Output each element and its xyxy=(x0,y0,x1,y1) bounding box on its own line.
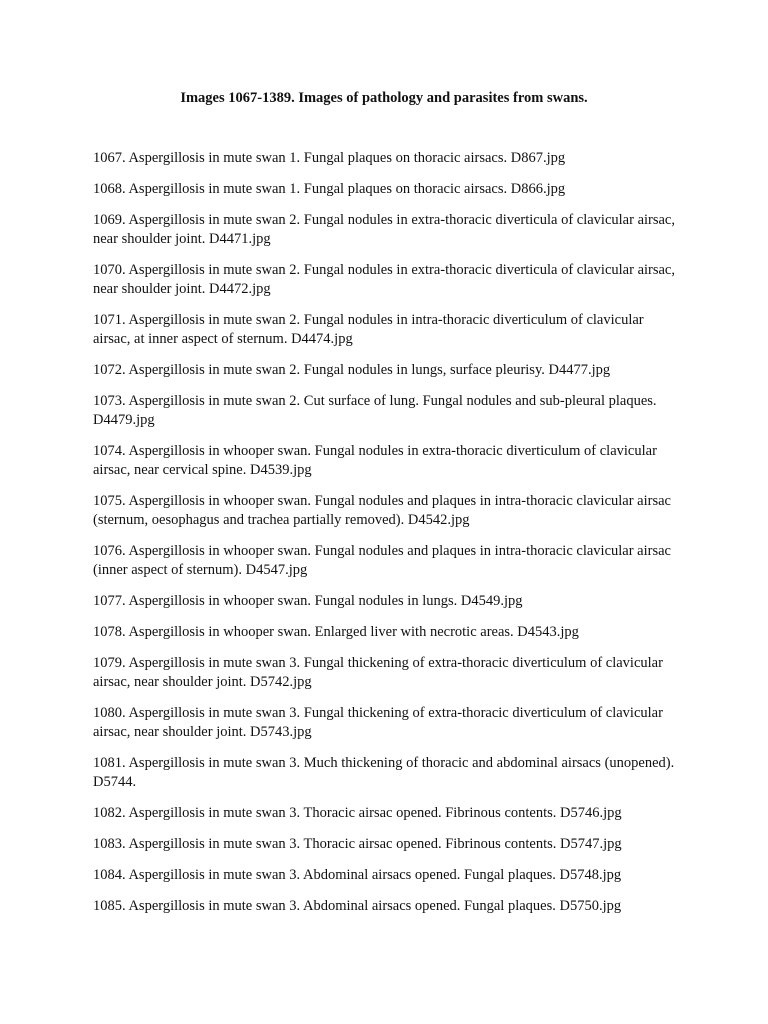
image-entry: 1072. Aspergillosis in mute swan 2. Fungal nodules in lungs, surface pleurisy. D4477.jpg xyxy=(93,362,611,378)
image-entry: 1078. Aspergillosis in whooper swan. Enlarged liver with necrotic areas. D4543.jpg xyxy=(93,624,579,640)
image-entry: 1079. Aspergillosis in mute swan 3. Fungal thickening of extra-thoracic diverticulum of clavicular airsac, near shoulder joint. D5742.jpg xyxy=(93,655,663,690)
image-entry: 1084. Aspergillosis in mute swan 3. Abdominal airsacs opened. Fungal plaques. D5748.jpg xyxy=(93,867,622,883)
image-entry: 1073. Aspergillosis in mute swan 2. Cut surface of lung. Fungal nodules and sub-pleural plaques. D4479.jpg xyxy=(93,393,657,428)
image-entry: 1083. Aspergillosis in mute swan 3. Thoracic airsac opened. Fibrinous contents. D5747.jpg xyxy=(93,836,622,852)
document-title: Images 1067-1389. Images of pathology and parasites from swans. xyxy=(180,90,588,106)
image-entry: 1067. Aspergillosis in mute swan 1. Fungal plaques on thoracic airsacs. D867.jpg xyxy=(93,150,566,166)
image-entry: 1081. Aspergillosis in mute swan 3. Much thickening of thoracic and abdominal airsacs (unopened). D5744. xyxy=(93,755,675,790)
image-entry: 1069. Aspergillosis in mute swan 2. Fungal nodules in extra-thoracic diverticula of clavicular airsac, near shoulder joint. D4471.jpg xyxy=(93,212,675,247)
image-entry: 1077. Aspergillosis in whooper swan. Fungal nodules in lungs. D4549.jpg xyxy=(93,593,523,609)
image-entry: 1070. Aspergillosis in mute swan 2. Fungal nodules in extra-thoracic diverticula of clavicular airsac, near shoulder joint. D4472.jpg xyxy=(93,262,675,297)
image-entry: 1075. Aspergillosis in whooper swan. Fungal nodules and plaques in intra-thoracic clavicular airsac (sternum, oesophagus and trachea partially removed). D4542.jpg xyxy=(93,493,671,528)
image-entry: 1071. Aspergillosis in mute swan 2. Fungal nodules in intra-thoracic diverticulum of clavicular airsac, at inner aspect of sternum. D4474.jpg xyxy=(93,312,644,347)
image-entry: 1076. Aspergillosis in whooper swan. Fungal nodules and plaques in intra-thoracic clavicular airsac (inner aspect of sternum). D4547.jpg xyxy=(93,543,671,578)
image-entry: 1085. Aspergillosis in mute swan 3. Abdominal airsacs opened. Fungal plaques. D5750.jpg xyxy=(93,898,622,914)
image-entry-list xyxy=(93,149,683,928)
image-entry: 1068. Aspergillosis in mute swan 1. Fungal plaques on thoracic airsacs. D866.jpg xyxy=(93,181,566,197)
image-entry: 1074. Aspergillosis in whooper swan. Fungal nodules in extra-thoracic diverticulum of clavicular airsac, near cervical spine. D4539.jpg xyxy=(93,443,657,478)
image-entry: 1080. Aspergillosis in mute swan 3. Fungal thickening of extra-thoracic diverticulum of clavicular airsac, near shoulder joint. D5743.jpg xyxy=(93,705,663,740)
image-entry: 1082. Aspergillosis in mute swan 3. Thoracic airsac opened. Fibrinous contents. D5746.jpg xyxy=(93,805,622,821)
